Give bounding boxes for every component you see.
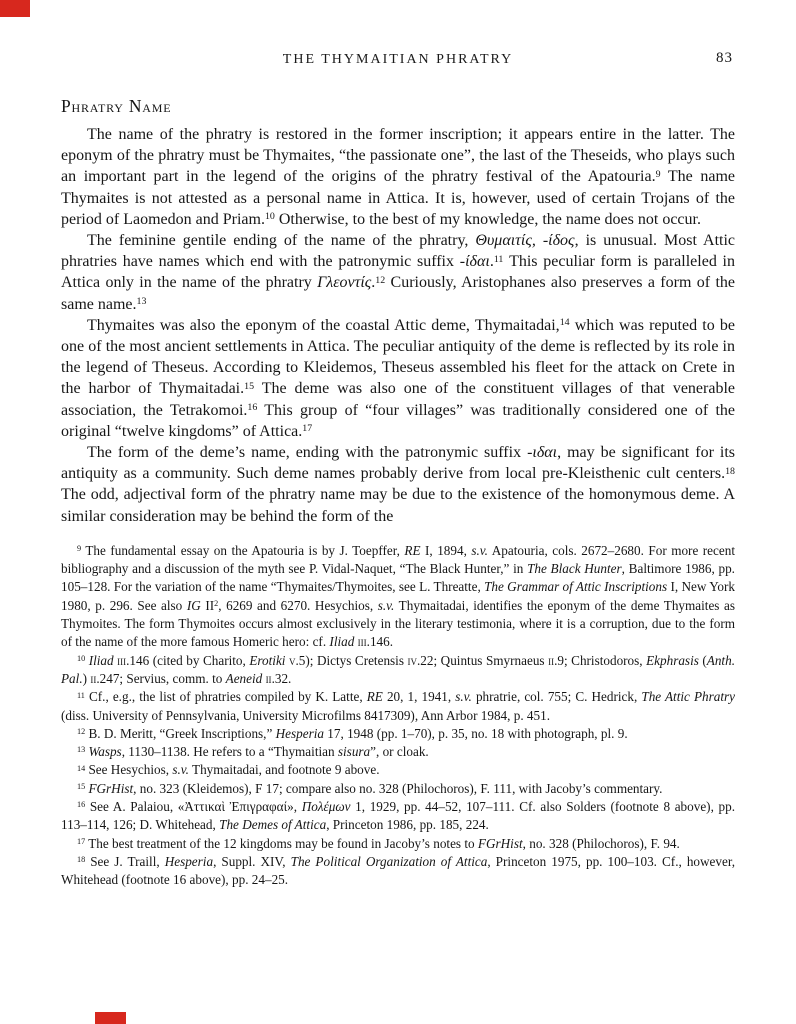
paragraph-4: The form of the deme’s name, ending with the patronymic suffix -ιδαι, may be significant for its antiquity as a community. Such deme names probably derive from local pre-Kleisthenic cult centers.$^{18}$ The odd, adjectival form of the phratry name may be due to the existence of the homonymous deme. A similar consideration may be behind the form of the: [61, 444, 735, 525]
section-heading: Phratry Name: [61, 96, 172, 116]
footnote-15: $^{15}$ FGrHist, no. 323 (Kleidemos), F 17; compare also no. 328 (Philochoros), F. 111, with Jacoby’s commentary.: [77, 780, 663, 796]
footnote-number: 16: [77, 800, 86, 810]
footnote-number: 13: [77, 745, 86, 755]
running-head: [61, 50, 735, 70]
footnotes: [61, 542, 735, 890]
footnote-9: $^9$ The fundamental essay on the Apatouria is by J. Toepffer, RE I, 1894, s.v. Apatouria, cols. 2672–2680. For more recent bibliography and a discussion of the myth see P. Vidal-Naquet, “The Black Hunter,” in The Black Hunter, Baltimore 1986, pp. 105–128. For the variation of the name “Thymaites/Thymoites, see L. Threatte, The Grammar of Attic Inscriptions I, New York 1980, p. 296. See also IG $II^2$, 6269 and 6270. Hesychios, s.v. Thymaitadai, identifies the eponym of the deme Thymaites as Thymoites. The form Thymoites occurs almost exclusively in the literary testimonia, where it is a corruption, due to the form of the name of the more famous Homeric hero: cf. Iliad iii.146.: [61, 542, 735, 650]
footnote-12: $^{12}$ B. D. Meritt, “Greek Inscriptions,” Hesperia 17, 1948 (pp. 1–70), p. 35, no. 18 with photograph, pl. 9.: [77, 725, 628, 741]
footnote-10: $^{10}$ Iliad iii.146 (cited by Charito, Erotiki v.5); Dictys Cretensis iv.22; Quintus Smyrnaeus ii.9; Christodoros, Ekphrasis (Anth. Pal.) ii.247; Servius, comm. to Aeneid ii.32.: [61, 652, 735, 686]
paragraph-1: The name of the phratry is restored in the former inscription; it appears entire in the latter. The eponym of the phratry must be Thymaites, “the passionate one”, the last of the Theseids, who plays such an important part in the legend of the origins of the phratry festival of the Apatouria.$^9$ The name Thymaites is not attested as a personal name in Attica. It is, however, used of certain Trojans of the period of Laomedon and Priam.$^{10}$ Otherwise, to the best of my knowledge, the name does not occur.: [61, 126, 736, 228]
footnote-number: 14: [77, 763, 86, 773]
footnote-13: $^{13}$ Wasps, 1130–1138. He refers to a “Thymaitian sisura”, or cloak.: [77, 744, 429, 760]
footnote-18: $^{18}$ See J. Traill, Hesperia, Suppl. XIV, The Political Organization of Attica, Princeton 1975, pp. 100–103. Cf., however, Whitehead (footnote 16 above), pp. 24–25.: [61, 853, 735, 888]
footnote-number: 9: [77, 544, 82, 554]
footnote-number: 11: [77, 690, 85, 700]
body-text: [61, 124, 735, 527]
scan-mark-top-left: [0, 0, 30, 17]
footnote-11: $^{11}$ Cf., e.g., the list of phratries compiled by K. Latte, RE 20, 1, 1941, s.v. phratrie, col. 755; C. Hedrick, The Attic Phratry (diss. University of Pennsylvania, University Microfilms 8417309), Ann Arbor 1984, p. 451.: [61, 689, 736, 723]
footnote-number: 18: [77, 855, 86, 865]
footnote-17: $^{17}$ The best treatment of the 12 kingdoms may be found in Jacoby’s notes to FGrHist, no. 328 (Philochoros), F. 94.: [77, 835, 680, 851]
footnote-number: 10: [77, 653, 86, 663]
paragraph-3: Thymaites was also the eponym of the coastal Attic deme, Thymaitadai,$^{14}$ which was reputed to be one of the most ancient settlements in Attica. The peculiar antiquity of the deme is reflected by its role in the legend of Theseus. According to Kleidemos, Theseus assembled his fleet for the attack on Crete in the harbor of Thymaitadai.$^{15}$ The deme was also one of the constituent villages of that venerable association, the Tetrakomoi.$^{16}$ This group of “four villages” was traditionally considered one of the original “twelve kingdoms” of Attica.$^{17}$: [61, 316, 736, 440]
page-number: 83: [716, 50, 733, 66]
footnote-14: $^{14}$ See Hesychios, s.v. Thymaitadai, and footnote 9 above.: [77, 762, 380, 778]
footnote-number: 15: [77, 782, 86, 792]
footnote-number: 17: [77, 836, 86, 846]
scan-mark-bottom-left: [95, 1012, 126, 1024]
footnote-number: 12: [77, 727, 86, 737]
running-title: THE THYMAITIAN PHRATRY: [282, 52, 514, 67]
footnote-16: $^{16}$ See A. Palaiou, «Ἀττικαὶ Ἐπιγραφαί», Πολέμων 1, 1929, pp. 44–52, 107–111. Cf. also Solders (footnote 8 above), pp. 113–114, 126; D. Whitehead, The Demes of Attica, Princeton 1986, pp. 185, 224.: [61, 799, 736, 833]
paragraph-2: The feminine gentile ending of the name of the phratry, Θυμαιτίς, -ίδος, is unusual. Most Attic phratries have names which end with the patronymic suffix -ίδαι.$^{11}$ This peculiar form is paralleled in Attica only in the name of the phratry Γλεοντίς.$^{12}$ Curiously, Aristophanes also preserves a form of the same name.$^{13}$: [61, 232, 736, 313]
